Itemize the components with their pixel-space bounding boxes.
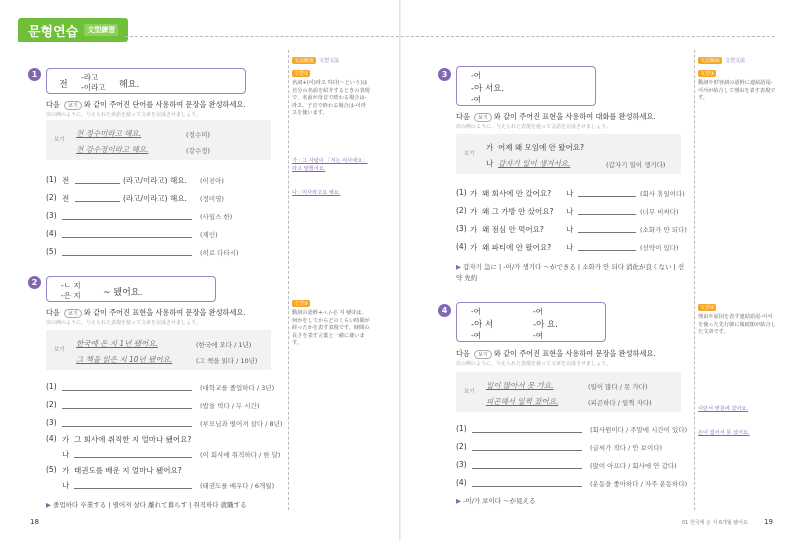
note-example-text: 이만서 병원에 갔어요. — [698, 406, 749, 412]
answer-blank[interactable] — [74, 488, 192, 489]
example-sentence-2: 피곤해서 일찍 잤어요. — [486, 397, 559, 406]
row-suffix: (라고/이라고) 해요. — [123, 176, 187, 185]
example-area-3 — [456, 134, 681, 174]
answer-blank[interactable] — [62, 219, 192, 220]
section-header — [18, 18, 128, 42]
pattern-right-1: -어 — [533, 307, 543, 316]
notes-label: 文型文法 — [319, 57, 340, 64]
note-tag-1: 文型① — [294, 71, 309, 77]
row-hint: (소화가 안 되다) — [640, 226, 687, 234]
speaker-a: 가 — [486, 143, 494, 152]
instruction-2: 다음 보기 와 같이 주어진 표현을 사용하여 문장을 완성하세요. — [46, 308, 246, 317]
note-tag-3: 文型③ — [700, 71, 715, 77]
instruction-jp: 次の例のように、与えられた表現を使って文章を完成させましょう。 — [46, 320, 202, 326]
example-area-4 — [456, 372, 681, 412]
speaker-a: 가 — [62, 466, 70, 475]
vocab-text: -이/가 보이다 〜が見える — [463, 497, 536, 505]
row-hint: (이 회사에 취직하다 / 한 달) — [200, 451, 281, 459]
row-number: (3) — [46, 418, 57, 427]
note-example-4a — [698, 406, 776, 414]
answer-blank[interactable] — [472, 450, 582, 451]
row-number: (5) — [46, 247, 57, 256]
header-rule — [125, 36, 775, 37]
grammar-notes-right — [694, 50, 776, 510]
row-number: (4) — [456, 478, 467, 487]
dialogue-question: 왜 점심 안 먹어요? — [482, 225, 544, 234]
pattern-option-2: -아 서요. — [471, 84, 505, 94]
notes-header-right — [698, 55, 745, 65]
answer-blank[interactable] — [62, 426, 192, 427]
row-hint: (너무 비싸다) — [640, 208, 679, 216]
example-sentence-2: 그 책을 읽은 지 10년 됐어요. — [76, 355, 173, 364]
pattern-option-1: -라고 — [81, 73, 99, 82]
row-hint: (사일스 한) — [200, 213, 233, 221]
answer-blank[interactable] — [62, 390, 192, 391]
example-question: 어제 왜 모임에 안 왔어요? — [498, 143, 584, 152]
pattern-right-3: -여 — [533, 331, 543, 340]
speaker-b: 나 — [486, 159, 494, 168]
notes-header-left — [292, 55, 339, 65]
instruction-jp: 次の例のように、与えられた表現を使って会話を完成させましょう。 — [456, 124, 612, 130]
exercise-number-4: 4 — [438, 304, 451, 317]
page-footer: 01 한국에 온 지 6개월 됐어요 — [682, 520, 748, 526]
speaker-b: 나 — [566, 225, 574, 234]
example-sentence-1: 전 정수미라고 해요. — [76, 129, 142, 138]
instruction-3: 다음 보기 와 같이 주어진 표현을 사용하여 대화를 완성하세요. — [456, 112, 656, 121]
pattern-box-3 — [456, 66, 596, 106]
answer-blank[interactable] — [62, 255, 192, 256]
example-label: 보기 — [54, 347, 65, 353]
note-text-1: 名詞+(이)라고 하다(〜という)は自分の名前を紹介するときの表現で、名前が母音で終わる場合は-라고、子音で終わる場合は-이라고を使います。 — [292, 80, 370, 117]
example-hint: (갑자기 일이 생기다) — [606, 161, 666, 169]
row-hint: (대학교를 졸업하다 / 3년) — [200, 384, 275, 392]
row-hint: (히로 다타시) — [200, 249, 239, 257]
note-example-text: 가 : 그 사람이 「저는 미사에요」라고 말했어요. — [292, 158, 368, 172]
example-sentence-1: 일이 많아서 못 가요. — [486, 381, 554, 390]
dialogue-question: 왜 파티에 안 왔어요? — [482, 243, 552, 252]
speaker-a: 가 — [470, 243, 478, 252]
pattern-left-3: -여 — [471, 331, 481, 340]
example-hint-1: (한국에 오다 / 1년) — [196, 341, 252, 349]
row-hint: (태권도를 배우다 / 6개월) — [200, 482, 275, 490]
notes-tag: 文法解説 — [700, 57, 721, 64]
example-label: 보기 — [54, 137, 65, 143]
speaker-a: 가 — [470, 207, 478, 216]
example-hint-2: (그 책을 읽다 / 10년) — [196, 357, 258, 365]
note-tag-2: 文型② — [294, 301, 309, 307]
triangle-icon: ▶ — [46, 501, 51, 509]
speaker-a: 가 — [470, 225, 478, 234]
answer-blank[interactable] — [472, 486, 582, 487]
section-subtitle: 文型練習 — [84, 24, 118, 36]
speaker-b: 나 — [566, 189, 574, 198]
example-area-1 — [46, 120, 271, 160]
pattern-suffix: 해요. — [119, 80, 140, 90]
vocab-line-2 — [46, 500, 247, 509]
pattern-option-3: -여 — [471, 95, 481, 104]
triangle-icon: ▶ — [456, 263, 461, 271]
page-number-left: 18 — [30, 518, 39, 526]
row-hint: (운동을 좋아하다 / 자주 운동하다) — [590, 480, 688, 488]
example-badge: 보기 — [474, 350, 492, 359]
dialogue-question: 왜 그 가방 안 샀어요? — [482, 207, 554, 216]
row-number: (1) — [456, 188, 467, 197]
row-number: (2) — [46, 400, 57, 409]
notes-tag: 文法解説 — [294, 57, 315, 64]
row-hint: (많이 아프다 / 회사에 안 갔다) — [590, 462, 677, 470]
dialogue-question: 태권도를 배운 지 얼마나 됐어요? — [74, 466, 182, 475]
answer-blank[interactable] — [75, 201, 120, 202]
row-hint: (회사원이다 / 주말에 시간이 있다) — [590, 426, 688, 434]
note-example-2 — [292, 190, 370, 198]
row-hint: (글씨가 작다 / 안 보이다) — [590, 444, 663, 452]
speaker-b: 나 — [62, 481, 70, 490]
row-hint: (정미영) — [200, 195, 224, 203]
example-area-2 — [46, 330, 271, 370]
instruction-1: 다음 보기 와 같이 주어진 단어를 사용하여 문장을 완성하세요. — [46, 100, 246, 109]
exercise-number-1: 1 — [28, 68, 41, 81]
instruction-text: 와 같이 주어진 표현을 사용하여 문장을 완성하세요. — [493, 349, 656, 358]
exercise-number-2: 2 — [28, 276, 41, 289]
row-hint: (선약이 있다) — [640, 244, 679, 252]
row-number: (3) — [456, 224, 467, 233]
answer-blank[interactable] — [472, 432, 582, 433]
note-example-text: 나 : 미사라고요 해요. — [292, 190, 341, 196]
row-suffix: (라고/이라고) 해요. — [123, 194, 187, 203]
row-hint: (제인) — [200, 231, 218, 239]
answer-blank[interactable] — [62, 408, 192, 409]
example-hint-1: (정수미) — [186, 131, 210, 139]
vocab-text: 졸업하다 卒業する | 떨어져 살다 離れて暮らす | 취직하다 就職する — [53, 501, 247, 509]
exercise-number-3: 3 — [438, 68, 451, 81]
speaker-a: 가 — [470, 189, 478, 198]
row-number: (4) — [46, 434, 57, 443]
dialogue-question: 그 회사에 취직한 지 얼마나 됐어요? — [74, 435, 192, 444]
note-tag-4: 文型④ — [700, 305, 715, 311]
note-example-text: 돈이 없어서 못 샀어요. — [698, 430, 750, 436]
answer-blank[interactable] — [74, 457, 192, 458]
pattern-left-2: -아 서 — [471, 320, 494, 330]
example-sentence-2: 전 강수정이라고 해요. — [76, 145, 149, 154]
row-number: (5) — [46, 465, 57, 474]
section-title: 문형연습 — [28, 24, 79, 40]
answer-blank[interactable] — [62, 237, 192, 238]
note-example-1 — [292, 158, 370, 173]
row-hint: (이진아) — [200, 177, 224, 185]
note-text-4: 理由や原因を表す連結語尾-어서を使った先行節に後続節が結合した文章です。 — [698, 314, 776, 336]
pattern-right-2: -아 요. — [533, 320, 558, 330]
pattern-option-1: -ㄴ 지 — [61, 281, 81, 290]
row-number: (4) — [46, 229, 57, 238]
example-badge: 보기 — [474, 113, 492, 122]
pattern-box-2 — [46, 276, 216, 302]
page-number-right: 19 — [764, 518, 773, 526]
speaker-a: 가 — [62, 435, 70, 444]
answer-blank[interactable] — [578, 196, 636, 197]
note-text-3: 動詞や形容詞の語幹に連結語尾-어서が結合して理由を表す表現です。 — [698, 80, 776, 102]
page-gutter — [399, 0, 401, 541]
instruction-text: 와 같이 주어진 단어를 사용하여 문장을 완성하세요. — [83, 100, 246, 109]
example-badge: 보기 — [64, 309, 82, 318]
triangle-icon: ▶ — [456, 497, 461, 505]
pattern-left-1: -어 — [471, 307, 481, 316]
example-sentence-1: 한국에 온 지 1년 됐어요. — [76, 339, 158, 348]
pattern-option-2: -은 지 — [61, 291, 81, 300]
example-badge: 보기 — [64, 101, 82, 110]
row-number: (3) — [46, 211, 57, 220]
answer-blank[interactable] — [75, 183, 120, 184]
grammar-notes-left — [288, 50, 370, 510]
pattern-prefix: 전 — [59, 80, 68, 90]
row-hint: (부모님과 떨어져 살다 / 8년) — [200, 420, 283, 428]
example-label: 보기 — [464, 151, 475, 157]
vocab-text: 갑자기 急に | -이/가 생기다 〜ができる | 소화가 안 되다 消化が良くない | 선약 先約 — [456, 263, 685, 282]
row-prefix: 전 — [62, 194, 70, 203]
dialogue-question: 왜 회사에 안 갔어요? — [482, 189, 552, 198]
row-number: (2) — [456, 442, 467, 451]
notes-label: 文型文法 — [725, 57, 746, 64]
pattern-option-2: -이라고 — [81, 83, 106, 92]
example-hint-2: (강수정) — [186, 147, 210, 155]
answer-blank[interactable] — [578, 232, 636, 233]
example-hint-2: (피곤하다 / 일찍 자다) — [588, 399, 652, 407]
example-answer: 갑자기 일이 생겨서요. — [498, 159, 571, 168]
answer-blank[interactable] — [578, 250, 636, 251]
row-number: (1) — [46, 175, 57, 184]
row-hint: (밥을 먹다 / 두 시간) — [200, 402, 260, 410]
row-number: (3) — [456, 460, 467, 469]
row-number: (2) — [456, 206, 467, 215]
vocab-line-4 — [456, 496, 536, 505]
pattern-suffix: ~ 됐어요. — [103, 288, 143, 298]
instruction-text: 와 같이 주어진 표현을 사용하여 대화를 완성하세요. — [493, 112, 656, 121]
row-number: (1) — [46, 382, 57, 391]
answer-blank[interactable] — [578, 214, 636, 215]
vocab-line-3 — [456, 262, 686, 284]
row-number: (1) — [456, 424, 467, 433]
speaker-b: 나 — [62, 450, 70, 459]
row-number: (2) — [46, 193, 57, 202]
pattern-option-1: -어 — [471, 71, 481, 80]
row-hint: (회사 휴일이다) — [640, 190, 685, 198]
example-label: 보기 — [464, 389, 475, 395]
note-example-4b — [698, 430, 776, 438]
instruction-text: 와 같이 주어진 표현을 사용하여 문장을 완성하세요. — [83, 308, 246, 317]
row-number: (4) — [456, 242, 467, 251]
note-text-2: 動詞の語幹+-ㄴ/-은 지 됐다は、何かをしてからどのくらい時間が経ったかを表す表現です。時間の長さを表す言葉と一緒に使います。 — [292, 310, 370, 347]
answer-blank[interactable] — [472, 468, 582, 469]
row-prefix: 전 — [62, 176, 70, 185]
instruction-jp: 次の例のように、与えられた単語を使って文章を完成させましょう。 — [46, 112, 202, 118]
pattern-box-4 — [456, 302, 606, 342]
example-hint-1: (일이 많다 / 못 가다) — [588, 383, 648, 391]
instruction-jp: 次の例のように、与えられた表現を使って文章を完成させましょう。 — [456, 361, 612, 367]
instruction-4: 다음 보기 와 같이 주어진 표현을 사용하여 문장을 완성하세요. — [456, 349, 656, 358]
pattern-box-1 — [46, 68, 246, 94]
speaker-b: 나 — [566, 207, 574, 216]
speaker-b: 나 — [566, 243, 574, 252]
